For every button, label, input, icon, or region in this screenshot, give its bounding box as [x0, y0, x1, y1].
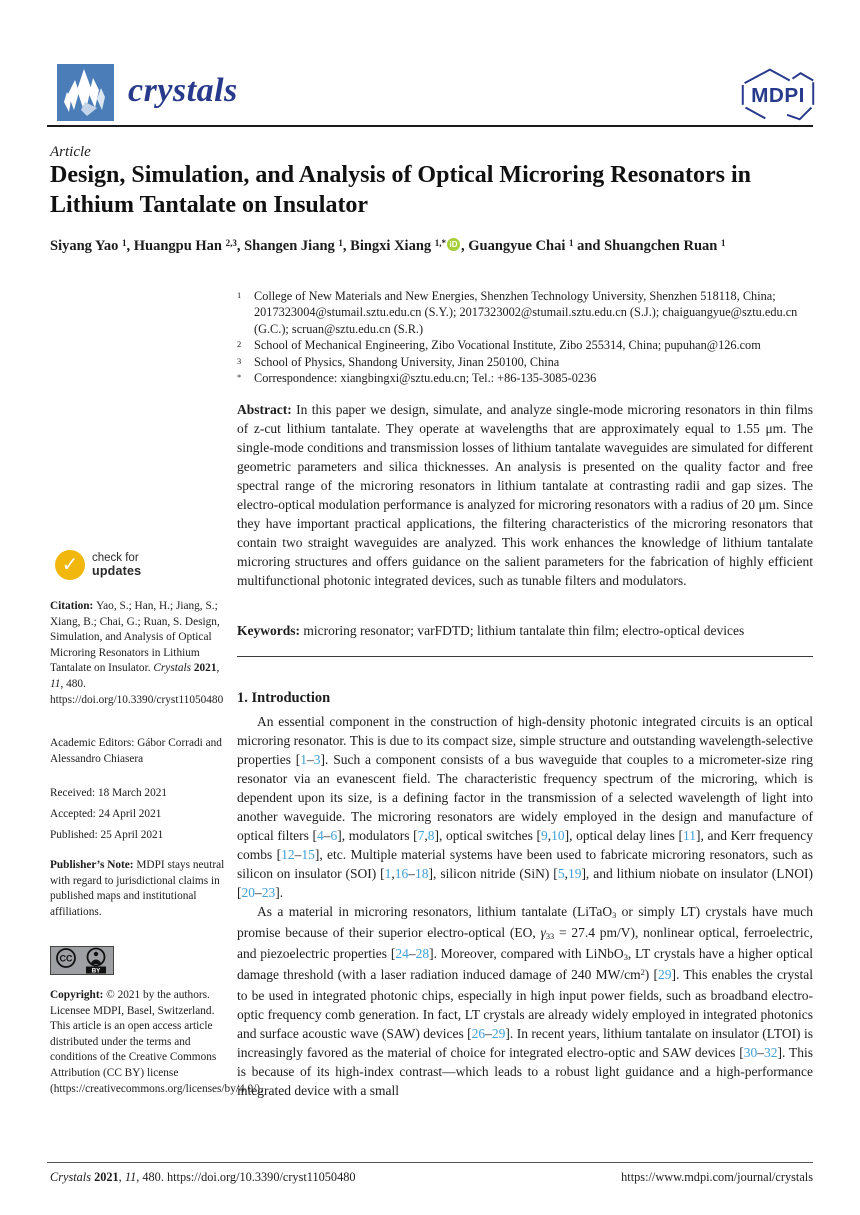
text-segment: 2021 [94, 1170, 119, 1184]
text-segment: 1 [720, 237, 726, 248]
text-segment: , [564, 866, 568, 881]
reference-link[interactable]: 7 [417, 828, 425, 843]
cc-by-svg [50, 946, 114, 975]
reference-link[interactable]: 29 [658, 967, 672, 982]
text-segment: 2 [640, 967, 645, 977]
text-segment: , Bingxi Xiang [342, 238, 435, 254]
header-rule [47, 125, 813, 127]
text-segment: 1,* [434, 237, 446, 248]
svg-text:CC: CC [59, 953, 73, 964]
reference-link[interactable]: 15 [301, 847, 315, 862]
text-segment: An essential component in the construction of high-density photonic integrated circuits is an optical microring resonator. This is due to its compact size, simple structure and outstanding wavelength-selective properties [ [237, 714, 813, 767]
affiliation-text: School of Physics, Shandong University, Jinan 250100, China [254, 354, 560, 369]
text-segment: – [757, 1045, 764, 1060]
reference-link[interactable]: 8 [427, 828, 435, 843]
text-segment: Keywords: [237, 623, 304, 638]
reference-link[interactable]: 29 [491, 1026, 506, 1041]
text-segment: , Shangen Jiang [236, 238, 339, 254]
text-segment: or simply LT) crystals have much promise because of their superior electro-optical (EO, [237, 904, 814, 940]
introduction-heading: 1. Introduction [237, 690, 331, 706]
reference-link[interactable]: 23 [261, 885, 276, 900]
text-segment: In this paper we design, simulate, and analyze single-mode microring resonators in thin films of z-cut lithium tantalate. They operate at wavelengths that are approximately equal to 1.55 μm. The single-mode conditions and transmission losses of lithium tantalate waveguides are simulated for different geometric parameters and silica thicknesses. An analysis is presented on the quality factor and free spectral range of the microring resonators in lithium tantalate at contrasting radii and gap sizes. The electro-optical modulation performance is analyzed for microring resonators with a radius of 20 μm. Since they have important practical applications, the filtering characteristics of the microring resonators that contain two straight waveguides are analyzed. This work enhances the knowledge of lithium tantalate microring structures and offers guidance on the salient parameters for the fabrication of highly efficient multifunctional photonic integrated devices, such as tunable filters and modulators. [237, 402, 813, 588]
published-date: Published: 25 April 2021 [50, 829, 164, 841]
reference-link[interactable]: 4 [317, 828, 324, 843]
text-segment: ], optical delay lines [ [564, 828, 684, 843]
affiliation-item [237, 354, 815, 370]
copyright-block [50, 988, 263, 1097]
text-segment: , [424, 828, 428, 843]
text-segment: , Guangyue Chai [461, 238, 569, 254]
reference-link[interactable]: 10 [551, 828, 565, 843]
text-segment: – [307, 752, 314, 767]
publishers-note [50, 858, 226, 920]
text-segment: Publisher’s Note: [50, 859, 137, 871]
affiliation-item [237, 288, 815, 337]
reference-link[interactable]: 3 [313, 752, 321, 767]
text-segment: Abstract: [237, 402, 297, 417]
text-segment: , Huangpu Han [126, 238, 226, 254]
text-segment: – [408, 946, 416, 961]
dates-block [50, 783, 226, 846]
text-segment: ]. This is because of its high-index contrast—which leads to a robust light guidance and a high-performance integrated device with a small [237, 1045, 813, 1098]
text-segment: – [408, 866, 416, 881]
text-segment: , 480. https://doi.org/10.3390/cryst11050480 [136, 1170, 356, 1184]
reference-link[interactable]: 1 [300, 752, 308, 767]
text-segment: = 27.4 pm/V), nonlinear optical, ferroelectric, and piezoelectric properties [ [237, 925, 813, 961]
svg-text:MDPI: MDPI [751, 84, 805, 108]
reference-link[interactable]: 32 [764, 1045, 778, 1060]
received-date: Received: 18 March 2021 [50, 787, 168, 799]
text-segment: 2,3 [225, 237, 237, 248]
introduction-paragraph-1 [237, 712, 813, 902]
reference-link[interactable]: 11 [683, 828, 697, 843]
section-divider [237, 656, 813, 657]
text-segment: 3 [623, 953, 628, 963]
text-segment: Crystals [50, 1170, 95, 1184]
text-segment: – [485, 1026, 492, 1041]
text-segment: 11 [50, 677, 61, 690]
check-for-updates-label [92, 552, 141, 579]
reference-link[interactable]: 28 [415, 946, 430, 961]
text-segment: ], and Kerr frequency combs [ [237, 828, 813, 862]
reference-link[interactable]: 18 [415, 866, 429, 881]
text-segment: , LT crystals have a higher optical damage threshold (with a laser radiation induced damage of 240 MW/cm [237, 946, 814, 982]
text-segment: ], and lithium niobate on insulator (LNOI) [ [237, 866, 814, 900]
text-segment: 1 [338, 237, 343, 248]
text-segment: ]. Such a component consists of a bus waveguide that couples to a micrometer-size ring resonator via an evanescent field. The characteristic frequency spectrum of the microring, which is dependent upon its size, is a defining factor in the transmission of a selected wavelength of light into another waveguide. The microring resonators are widely employed in the design and manufacture of optical filters [ [237, 752, 813, 843]
affiliation-item [237, 370, 815, 386]
cc-by-license-icon[interactable] [50, 946, 114, 975]
footer-journal-url[interactable]: https://www.mdpi.com/journal/crystals [621, 1170, 813, 1184]
text-segment: ], modulators [ [337, 828, 418, 843]
keywords-line [237, 621, 813, 640]
affiliation-marker: 1 [237, 290, 242, 300]
text-segment: ]. In recent years, lithium tantalate on insulator (LTOI) is increasingly favored as the material of choice for integrated electro-optic and SAW devices [ [237, 1026, 813, 1060]
text-segment: © 2021 by the authors. Licensee MDPI, Basel, Switzerland. This article is an open access article distributed under the terms and conditions of the Creative Commons Attribution (CC BY) license (https://creativecommons.org/licenses/by/4.0/). [50, 989, 263, 1095]
academic-editors: Academic Editors: Gábor Corradi and Alessandro Chiasera [50, 737, 222, 765]
affiliation-marker: * [237, 372, 242, 383]
text-segment: ]. This enables the crystal to be used in integrated photonic chips, especially in high input power fields, such as broadband electro-optic frequency comb generation. In fact, LT crystals are already widely employed in integrated photonics and surface acoustic wave (SAW) devices [ [237, 967, 813, 1041]
reference-link[interactable]: 12 [281, 847, 295, 862]
text-segment: Siyang Yao [50, 238, 122, 254]
text-segment: 3 [612, 911, 617, 921]
affiliation-marker: 2 [237, 339, 242, 350]
affiliation-text: School of Mechanical Engineering, Zibo Vocational Institute, Zibo 255314, China; pupuhan@126.com [254, 338, 761, 353]
check-label-line1: check for [92, 551, 139, 564]
svg-text:BY: BY [91, 967, 101, 975]
text-segment: , [216, 662, 220, 675]
footer-citation [50, 1170, 356, 1185]
reference-link[interactable]: 6 [330, 828, 338, 843]
reference-link[interactable]: 1 [384, 866, 392, 881]
text-segment: ]. Moreover, compared with LiNbO [429, 946, 624, 961]
affiliation-text: College of New Materials and New Energies, Shenzhen Technology University, Shenzhen 518118, China; 2017323004@stumail.sztu.edu.cn (S.Y.); 2017323002@stumail.sztu.edu.cn (S.J.); chaiguangyue@sztu.edu.cn (G.C.); scruan@sztu.edu.cn (S.R.) [254, 289, 798, 336]
introduction-section [237, 689, 813, 1100]
reference-link[interactable]: 24 [395, 946, 409, 961]
text-segment: , 480. https://doi.org/10.3390/cryst11050480 [50, 677, 224, 706]
text-segment: Yao, S.; Han, H.; Jiang, S.; Xiang, B.; Chai, G.; Ruan, S. Design, Simulation, and Analysis of Optical Microring Resonators in Lithium Tantalate on Insulator. [50, 600, 220, 675]
text-segment: Copyright: [50, 989, 107, 1001]
reference-link[interactable]: 30 [743, 1045, 758, 1060]
article-type-label: Article [50, 144, 91, 160]
text-segment: and Shuangchen Ruan [573, 238, 721, 254]
text-segment: microring resonator; varFDTD; lithium tantalate thin film; electro-optical devices [303, 623, 745, 638]
text-segment: 33 [545, 932, 555, 942]
abstract-paragraph [237, 400, 813, 590]
reference-link[interactable]: 20 [241, 885, 255, 900]
text-segment: Citation: [50, 600, 97, 612]
text-segment: 11 [124, 1170, 137, 1184]
crystals-logo-icon [57, 64, 114, 121]
crystals-logo-svg [57, 64, 114, 121]
text-segment: 1 [121, 237, 127, 248]
affiliations-block [237, 288, 815, 386]
text-segment: Crystals [153, 662, 194, 675]
footer-rule [47, 1162, 813, 1163]
text-segment: ], etc. Multiple material systems have been used to fabricate microring resonators, such as silicon on insulator (SOI) [ [237, 847, 814, 881]
text-segment: , [391, 866, 395, 881]
orcid-icon[interactable]: iD [447, 238, 460, 251]
text-segment: MDPI stays neutral with regard to jurisdictional claims in published maps and institutional affiliations. [50, 859, 225, 918]
affiliation-item [237, 337, 815, 353]
text-segment: – [255, 885, 262, 900]
check-label-line2: updates [92, 563, 142, 578]
accepted-date: Accepted: 24 April 2021 [50, 808, 162, 820]
reference-link[interactable]: 16 [394, 866, 409, 881]
text-segment: 1 [568, 237, 574, 248]
check-for-updates-badge[interactable] [55, 550, 185, 580]
text-segment: ], optical switches [ [434, 828, 542, 843]
citation-block [50, 599, 224, 708]
text-segment: – [323, 828, 331, 843]
mdpi-logo-icon[interactable] [740, 66, 816, 122]
text-segment: As a material in microring resonators, lithium tantalate (LiTaO [257, 904, 613, 919]
text-segment: γ [540, 925, 546, 940]
text-segment: 2021 [193, 662, 217, 675]
check-icon: ✓ [55, 550, 85, 580]
text-segment: ], silicon nitride (SiN) [ [428, 866, 558, 881]
reference-link[interactable]: 5 [557, 866, 565, 881]
text-segment: ) [ [644, 967, 659, 982]
affiliation-text-correspondence: Correspondence: xiangbingxi@sztu.edu.cn; Tel.: +86-135-3085-0236 [254, 371, 597, 386]
reference-link[interactable]: 9 [541, 828, 548, 843]
reference-link[interactable]: 26 [471, 1026, 486, 1041]
text-segment: ]. [275, 885, 284, 900]
mdpi-logo-svg [740, 66, 816, 122]
introduction-paragraph-2 [237, 902, 813, 1100]
paper-title: Design, Simulation, and Analysis of Optical Microring Resonators in Lithium Tantalate on Insulator [50, 162, 751, 218]
text-segment: , [118, 1170, 125, 1184]
journal-wordmark: crystals [128, 72, 238, 109]
authors-line [50, 236, 810, 256]
text-segment: , [547, 828, 552, 843]
affiliation-marker: 3 [237, 355, 242, 366]
reference-link[interactable]: 19 [567, 866, 582, 881]
text-segment: – [294, 847, 302, 862]
